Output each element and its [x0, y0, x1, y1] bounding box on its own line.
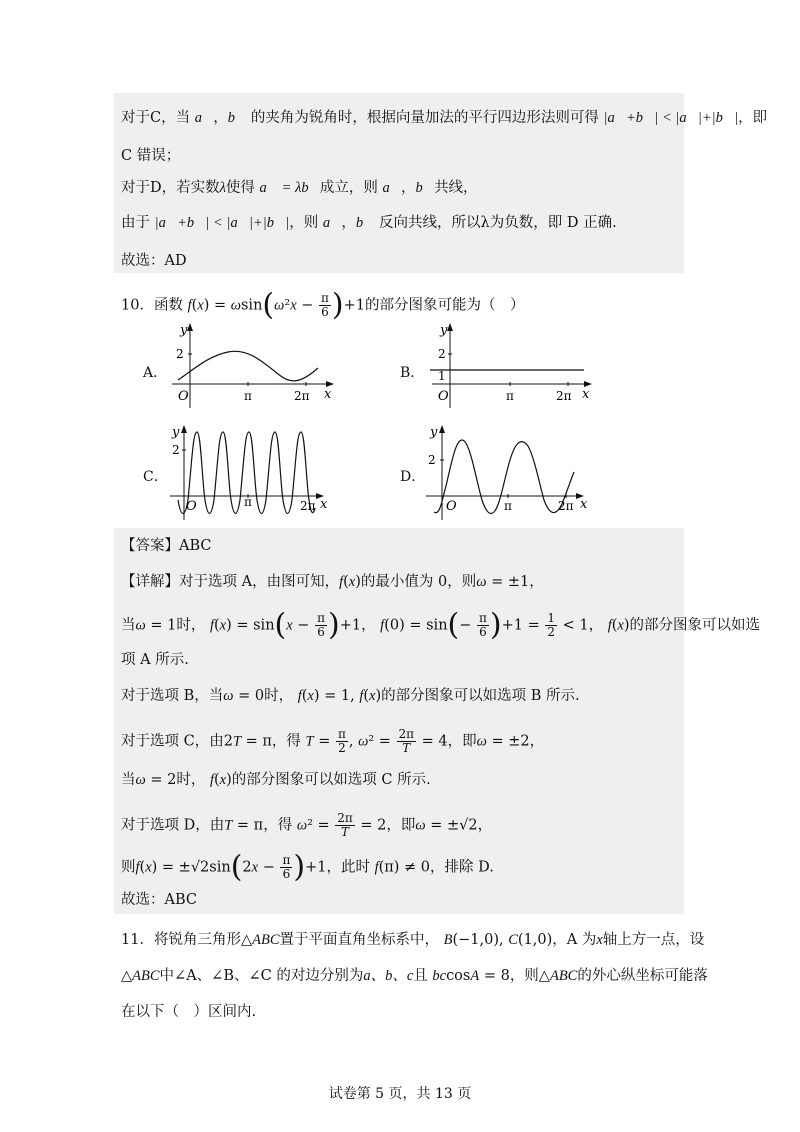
option-c-label: C． — [143, 469, 168, 485]
sol10-final-answer: 故选：ABC — [121, 892, 197, 908]
q11-line2: △ABC中∠A、∠B、∠C 的对边分别为a、b、c且 bccosA = 8，则△ABC的外心纵坐标可能落 — [121, 968, 708, 984]
svg-text:2: 2 — [438, 347, 446, 361]
option-b-graph — [428, 318, 600, 410]
svg-text:y: y — [440, 323, 448, 338]
sol10-detail-line1: 【详解】对于选项 A，由图可知，f(x)的最小值为 0，则ω = ±1， — [121, 574, 544, 590]
q11-line1: 11．将锐角三角形△ABC置于平面直角坐标系中， B(−1,0), C(1,0)，A 为x轴上方一点，设 — [121, 932, 705, 948]
page-footer: 试卷第 5 页，共 13 页 — [328, 1086, 472, 1102]
svg-text:x: x — [580, 497, 588, 512]
q11-line3: 在以下（ ）区间内. — [121, 1004, 257, 1020]
sol9-answer: 故选：AD — [121, 253, 187, 269]
svg-text:O: O — [446, 499, 457, 514]
sol10-detail-line5: 对于选项 C，由2T = π，得 T = $\frac{\pi}{2}$ , ω² = $\frac{2\pi}{T}$ = 4，即ω = ±2， — [121, 727, 545, 755]
sol10-detail-line4: 对于选项 B，当ω = 0时， f(x) = 1, f(x)的部分图象可以如选项 B 所示. — [121, 688, 580, 704]
sol9-line1: 对于C，当 a⃗，b⃗ 的夹角为锐角时，根据向量加法的平行四边形法则可得 |a⃗+b⃗| < |a⃗|+|b⃗|，即 — [121, 110, 768, 126]
svg-text:1: 1 — [438, 369, 446, 383]
q10-stem: 10．函数 f(x) = ωsin(ω²x − $\frac{\pi}{6}$ )+1的部分图象可能为（ ） — [121, 287, 525, 323]
svg-text:y: y — [430, 425, 438, 440]
sol10-answer-line: 【答案】ABC — [121, 538, 212, 554]
svg-text:2π: 2π — [300, 499, 316, 513]
option-d-label: D． — [400, 469, 426, 485]
svg-text:2π: 2π — [294, 389, 310, 403]
svg-text:π: π — [244, 495, 252, 509]
sol9-line4: 由于 |a⃗+b⃗| < |a⃗|+|b⃗|，则 a⃗，b⃗ 反向共线，所以λ为负数，即 D 正确. — [121, 215, 617, 231]
sol10-detail-line3: 项 A 所示. — [121, 652, 189, 668]
svg-text:2: 2 — [172, 443, 180, 457]
svg-text:O: O — [438, 389, 449, 404]
sol9-line2: C 错误； — [121, 148, 181, 164]
sol10-detail-line8: 则f(x) = ±√2sin(2x − $\frac{\pi}{6}$ )+1，此时 f(π) ≠ 0，排除 D. — [121, 849, 494, 885]
svg-text:y: y — [180, 323, 188, 338]
sol10-detail-line6: 当ω = 2时， f(x)的部分图象可以如选项 C 所示. — [121, 772, 431, 788]
svg-text:2: 2 — [176, 347, 184, 361]
sol9-line3: 对于D，若实数λ使得 a⃗ = λb⃗成立，则 a⃗，b⃗共线， — [121, 180, 478, 196]
option-a-label: A． — [143, 365, 168, 381]
sol10-detail-line2: 当ω = 1时， f(x) = sin(x − $\frac{\pi}{6}$ )+1， f(0) = sin(− $\frac{\pi}{6}$ )+1 = $\frac{1}{2}$ < 1， f(x)的部分图象可以如选 — [121, 607, 761, 643]
svg-text:2π: 2π — [558, 499, 574, 513]
sol10-detail-line7: 对于选项 D，由T = π，得 ω² = $\frac{2\pi}{T}$ = 2，即ω = ±√2， — [121, 811, 493, 839]
svg-text:O: O — [178, 389, 189, 404]
svg-text:x: x — [582, 387, 590, 402]
option-d-graph — [424, 420, 596, 522]
svg-text:π: π — [244, 389, 252, 403]
svg-text:y: y — [172, 425, 180, 440]
option-a-graph — [168, 318, 340, 410]
svg-text:O: O — [186, 499, 197, 514]
svg-text:2π: 2π — [556, 389, 572, 403]
svg-text:π: π — [504, 499, 512, 513]
svg-text:2: 2 — [428, 453, 436, 467]
option-c-graph — [168, 420, 336, 522]
svg-text:π: π — [506, 389, 514, 403]
option-b-label: B． — [400, 365, 425, 381]
svg-text:x: x — [324, 387, 332, 402]
svg-text:x: x — [320, 497, 328, 512]
